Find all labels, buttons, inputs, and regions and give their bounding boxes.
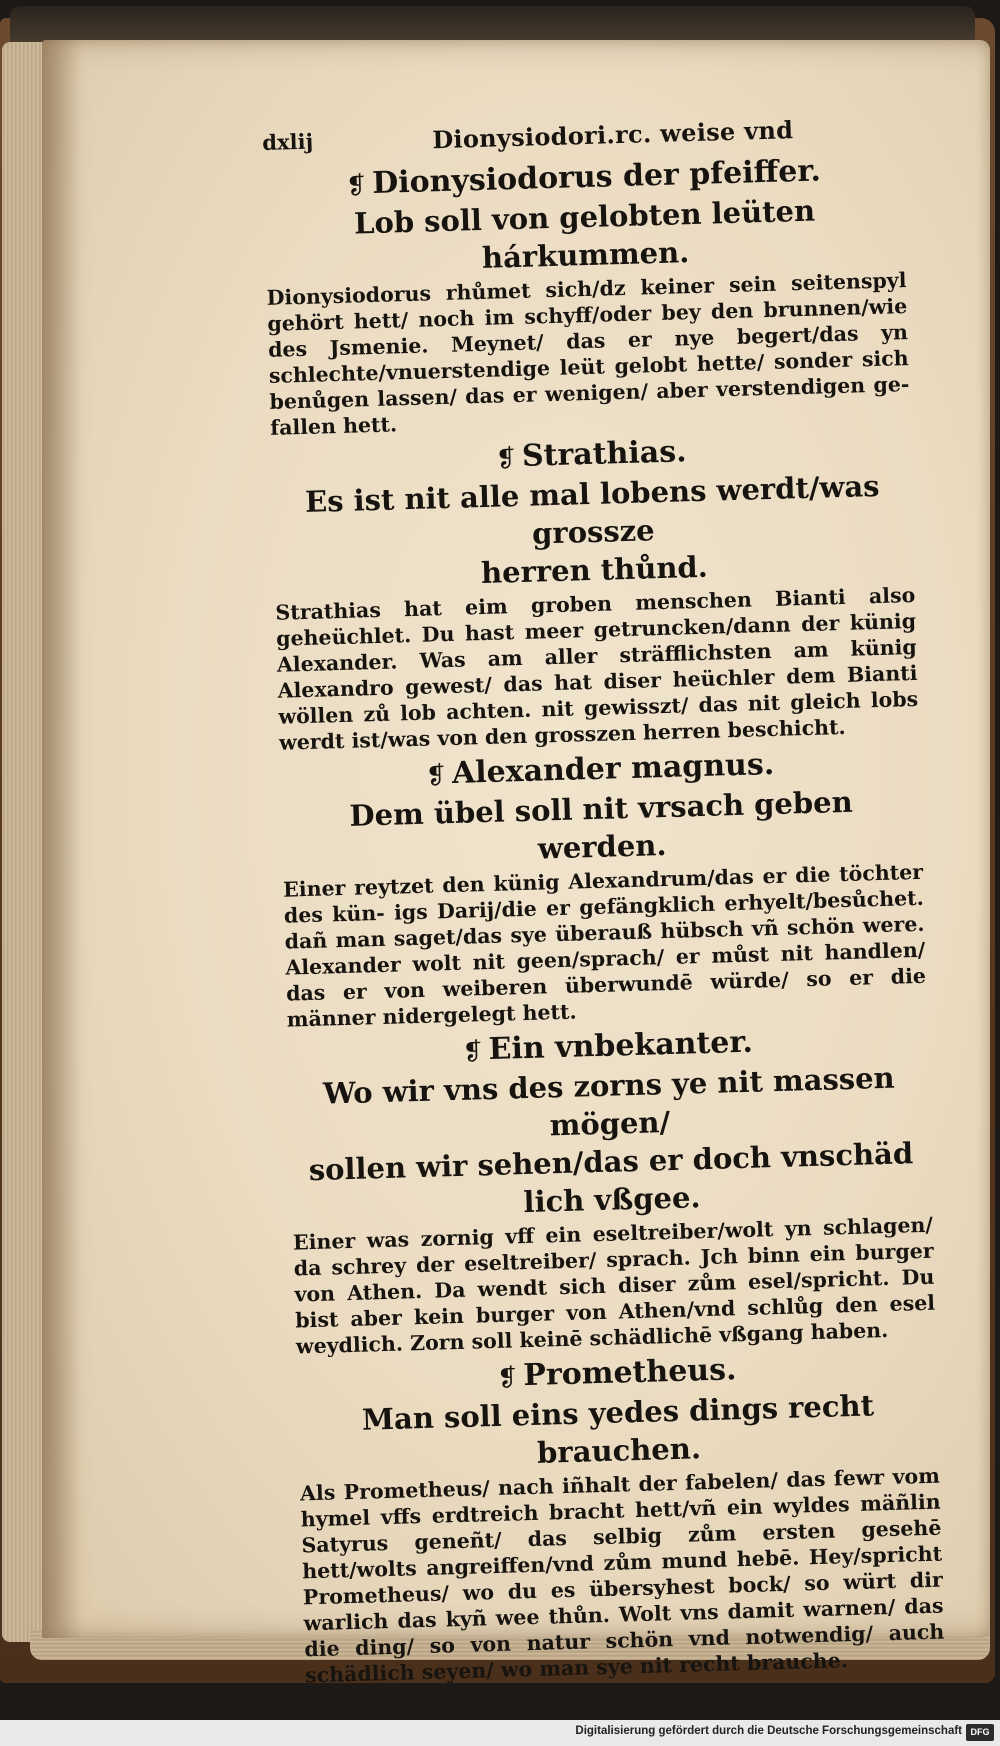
running-head-title: Dionysiodori.rc. weise vnd <box>431 115 794 155</box>
entry-motto-line: Man soll eins yedes dings recht brauchen. <box>361 1388 875 1470</box>
page-gutter-shadow <box>42 40 82 1638</box>
entry-motto-line: Es ist nit alle mal lobens werdt/was grossze <box>304 468 880 551</box>
entry-heading-text: Prometheus. <box>522 1352 737 1394</box>
funding-credit: Digitalisierung gefördert durch die Deutsche Forschungsgemeinschaft <box>575 1725 962 1737</box>
entry-alexander-magnus <box>280 742 927 1033</box>
entry-heading-text: Dionysiodorus der pfeiffer. <box>371 153 822 201</box>
entry-heading-text: Alexander magnus. <box>451 746 775 791</box>
entry-motto-line: Dem übel soll nit vrsach geben werden. <box>349 784 854 866</box>
pilcrow-icon: ❡ <box>462 1037 484 1066</box>
entry-ein-vnbekanter <box>287 1019 936 1360</box>
folio-number: dxlij <box>262 128 314 155</box>
entry-body: Dionysiodorus rhůmet sich/dz keiner sein seitenspyl gehört hett/ noch im schyff/oder bey den brunnen/wie des Jsmenie. Meynet/ das er nye begert/das yn schlechte/vnuerstendige leüt gelobt hette/ sonder sich benůgen lassen/ das er wenigen/ aber verstendigen ge- fallen hett. <box>266 268 910 440</box>
entry-body: Einer was zornig vff ein eseltreiber/wolt yn schlagen/ da schrey der eseltreiber/ sprach. Jch binn ein burger von Athen. Da wendt sich diser zům esel/spricht. Du bist aber kein burger von Athen/vnd schlůg den esel weydlich. Zorn soll keinē schädlichē vßgang haben. <box>292 1212 936 1359</box>
entry-motto-line: herren thůnd. <box>480 549 709 591</box>
pilcrow-icon: ❡ <box>495 444 517 473</box>
page-stack-left <box>2 42 44 1642</box>
entry-dionysiodorus <box>263 150 910 441</box>
entry-heading-text: Ein vnbekanter. <box>488 1024 754 1068</box>
entry-strathias <box>271 427 919 756</box>
entry-motto-line: sollen wir sehen/das er doch vnschäd <box>308 1136 914 1188</box>
entry-heading-text: Strathias. <box>521 434 687 474</box>
printed-text-block <box>262 112 945 1692</box>
entry-body: Als Prometheus/ nach iñhalt der fabelen/ das fewr vom hymel vffs erdtreich bracht hett/vñ ein wyldes mäñlin Satyrus geneñt/ das selbig zům ersten gesehē hett/wolts angreiffen/vnd zům mund hebē. Hey/spricht Prometheus/ wo du es übersyhest bock/ so würt dir warlich das kyñ wee thůn. Wolt vns damit warnen/ das die ding/ so von natur schön vnd notwendig/ auch schädlich seyen/ wo man sye nit recht brauche. <box>299 1463 945 1688</box>
dfg-logo-icon: DFG <box>966 1724 994 1741</box>
entry-body: Einer reytzet den künig Alexandrum/das er die töchter des kün- igs Darij/die er gefängklich erhyelt/besůchet. dañ man saget/das sye überauß hübsch vñ schön were. Alexander wolt nit geen/sprach/ er můst nit handlen/ das er von weiberen überwundē würde/ so er die männer nidergelegt hett. <box>282 859 927 1032</box>
pilcrow-icon: ❡ <box>496 1363 518 1392</box>
entry-prometheus <box>296 1346 945 1689</box>
digitization-footer <box>0 1720 1000 1746</box>
entry-motto-line: lich vßgee. <box>523 1180 701 1220</box>
entry-motto-line: Wo wir vns des zorns ye nit massen mögen/ <box>322 1060 896 1143</box>
pilcrow-icon: ❡ <box>345 171 367 200</box>
entry-motto-line: Lob soll von gelobten leüten hárkummen. <box>353 193 816 275</box>
entry-body: Strathias hat eim groben menschen Bianti also geheüchlet. Du hast meer getruncken/dann der künig Alexander. Was am aller sträfflichsten am künig Alexandro gewest/ das hat diser heüchler dem Bianti wöllen zů lob achten. nit gewisszt/ das nit gleich lobs werdt ist/was von den grosszen herren beschicht. <box>275 582 919 755</box>
pilcrow-icon: ❡ <box>425 761 447 790</box>
